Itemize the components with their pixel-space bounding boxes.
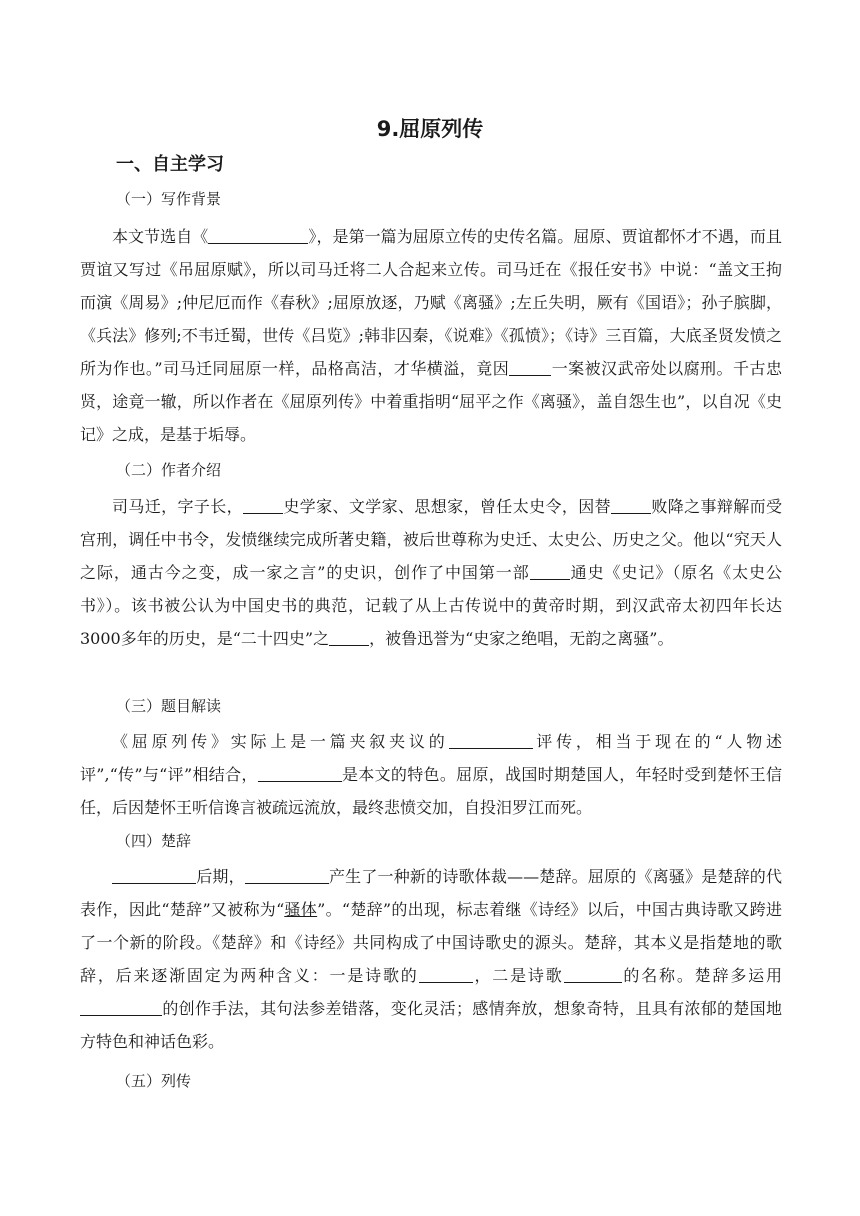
page-title: 9.屈原列传 [376, 117, 484, 141]
fill-blank[interactable] [530, 561, 570, 580]
fill-blank[interactable] [80, 997, 162, 1016]
paragraph-background: 本文节选自《 》，是第一篇为屈原立传的史传名篇。屈原、贾谊都怀才不遇，而且贾谊又写过《吊屈原赋》，所以司马迁将二人合起来立传。司马迁在《报任安书》中说：“盖文王拘而演《周易》;仲尼厄而作《春秋》;屈原放逐，乃赋《离骚》;左丘失明，厥有《国语》；孙子膑脚，《兵法》修列;不韦迁蜀，世传《吕览》;韩非囚秦，《说难》《孤愤》；《诗》三百篇，大底圣贤发愤之所为作也。”司马迁同屈原一样，品格高洁，才华横溢，竟因 一案被汉武帝处以腐刑。千古忠贤，途竟一辙，所以作者在《屈原列传》中着重指明“屈平之作《离骚》，盖自怨生也”，以自况《史记》之成，是基于垢辱。 [80, 227, 782, 444]
underlined-term: 骚体 [284, 900, 318, 919]
subheading-liezhuan: （五）列传 [116, 1072, 192, 1090]
fill-blank[interactable] [449, 730, 533, 749]
section-heading-self-study: 一、自主学习 [116, 154, 224, 175]
fill-blank[interactable] [243, 495, 283, 514]
fill-blank[interactable] [112, 865, 196, 884]
fill-blank[interactable] [245, 865, 329, 884]
fill-blank[interactable] [258, 763, 342, 782]
paragraph-author: 司马迁，字子长， 史学家、文学家、思想家，曾任太史令，因替 败降之事辩解而受宫刑，调任中书令，发愤继续完成所著史籍，被后世尊称为史迁、太史公、历史之父。他以“究天人之际，通古今之变，成一家之言”的史识，创作了中国第一部 通史《史记》（原名《太史公书》）。该书被公认为中国史书的典范，记载了从上古传说中的黄帝时期，到汉武帝太初四年长达3000多年的历史，是“二十四史”之 ，被鲁迅誉为“史家之绝唱，无韵之离骚”。 [80, 497, 782, 648]
paragraph-title-reading: 《屈原列传》实际上是一篇夹叙夹议的 评传，相当于现在的“人物述评”,“传”与“评”相结合， 是本文的特色。屈原，战国时期楚国人，年轻时受到楚怀王信任，后因楚怀王听信谗言被疏远流放，最终悲愤交加，自投汨罗江而死。 [80, 732, 782, 817]
fill-blank[interactable] [208, 225, 308, 244]
fill-blank[interactable] [611, 495, 651, 514]
subheading-background: （一）写作背景 [116, 190, 222, 208]
subheading-chuci: （四）楚辞 [116, 832, 192, 850]
paragraph-chuci: 后期， 产生了一种新的诗歌体裁——楚辞。屈原的《离骚》是楚辞的代表作，因此“楚辞”又被称为“骚体”。“楚辞”的出现，标志着继《诗经》以后，中国古典诗歌又跨进了一个新的阶段。《楚辞》和《诗经》共同构成了中国诗歌史的源头。楚辞，其本义是指楚地的歌辞，后来逐渐固定为两种含义：一是诗歌的 ，二是诗歌 的名称。楚辞多运用的创作手法，其句法参差错落，变化灵活；感情奔放，想象奇特，且具有浓郁的楚国地方特色和神话色彩。 [80, 867, 782, 1051]
subheading-author: （二）作者介绍 [116, 461, 222, 479]
fill-blank[interactable] [564, 964, 622, 983]
fill-blank[interactable] [509, 357, 551, 376]
fill-blank[interactable] [419, 964, 473, 983]
fill-blank[interactable] [329, 627, 369, 646]
subheading-title-reading: （三）题目解读 [116, 697, 222, 715]
